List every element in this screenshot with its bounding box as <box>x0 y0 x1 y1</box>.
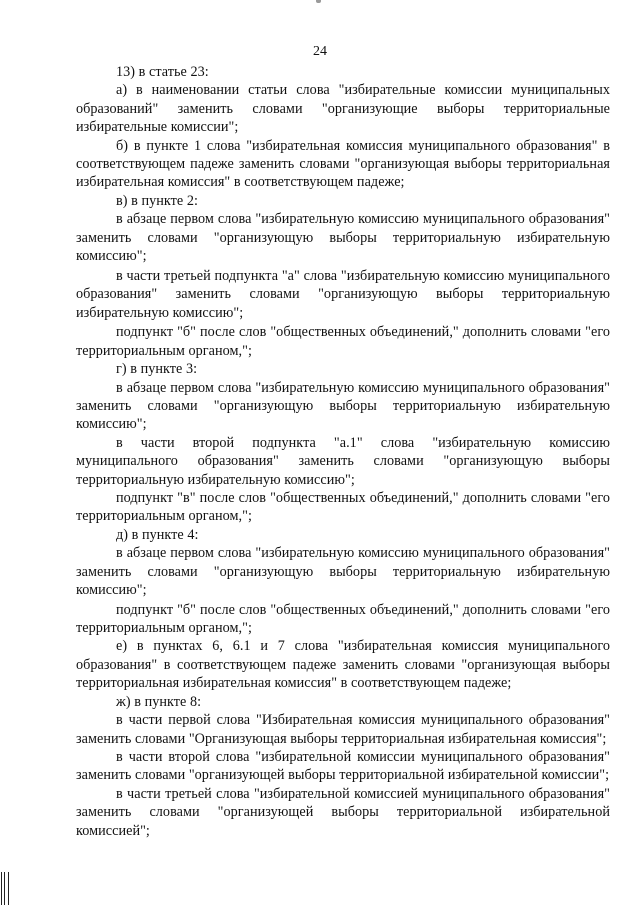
page-number: 24 <box>313 44 327 59</box>
binding-marks <box>0 872 14 905</box>
paragraph: в абзаце первом слова "избирательную комиссию муниципального образования" заменить словами "организующую выборы территориальную избирательную комиссию"; <box>76 379 610 433</box>
paragraph: в части третьей слова "избирательной комиссией муниципального образования" заменить словами "организующей выборы территориальной избирательной комиссией"; <box>76 785 610 839</box>
paragraph: подпункт "в" после слов "общественных объединений," дополнить словами "его территориальным органом,"; <box>76 489 610 525</box>
paragraph: в части второй подпункта "а.1" слова "избирательную комиссию муниципального образования" заменить словами "организующую выборы территориальную избирательную комиссию"; <box>76 434 610 488</box>
binding-line <box>4 872 5 905</box>
binding-line <box>8 872 9 905</box>
binding-line <box>1 872 2 905</box>
paragraph: б) в пункте 1 слова "избирательная комиссия муниципального образования" в соответствующем падеже заменить словами "организующая выборы территориальная избирательная комиссия" в соответствующем падеже; <box>76 137 610 191</box>
paragraph: подпункт "б" после слов "общественных объединений," дополнить словами "его территориальным органом,"; <box>76 324 610 359</box>
paragraph: подпункт "б" после слов "общественных объединений," дополнить словами "его территориальным органом,"; <box>76 601 610 637</box>
paragraph: 13) в статье 23: <box>116 64 209 80</box>
paragraph: в абзаце первом слова "избирательную комиссию муниципального образования" заменить словами "организующую выборы территориальную избирательную комиссию"; <box>76 211 610 265</box>
scan-mark <box>316 0 321 3</box>
paragraph: в) в пункте 2: <box>116 192 198 209</box>
paragraph: в части первой слова "Избирательная комиссия муниципального образования" заменить словами "Организующая выборы территориальная избирательная комиссия"; <box>76 712 610 747</box>
paragraph: в части третьей подпункта "а" слова "избирательную комиссию муниципального образования" заменить словами "организующую выборы территориальную избирательную комиссию"; <box>76 267 610 321</box>
paragraph: д) в пункте 4: <box>116 526 199 543</box>
document-body <box>76 63 610 840</box>
paragraph: г) в пункте 3: <box>116 361 198 378</box>
paragraph: ж) в пункте 8: <box>116 693 202 710</box>
paragraph: а) в наименовании статьи слова "избирательные комиссии муниципальных образований" заменить словами "организующие выборы территориальные избирательные комиссии"; <box>76 82 610 136</box>
paragraph: в абзаце первом слова "избирательную комиссию муниципального образования" заменить словами "организующую выборы территориальную избирательную комиссию"; <box>76 545 610 598</box>
paragraph: в части второй слова "избирательной комиссии муниципального образования" заменить словами "организующей выборы территориальной избирательной комиссии"; <box>76 748 610 784</box>
paragraph: е) в пунктах 6, 6.1 и 7 слова "избирательная комиссия муниципального образования" в соответствующем падеже заменить словами "организующая выборы территориальная избирательная комиссия" в соответствующем падеже; <box>76 638 610 692</box>
